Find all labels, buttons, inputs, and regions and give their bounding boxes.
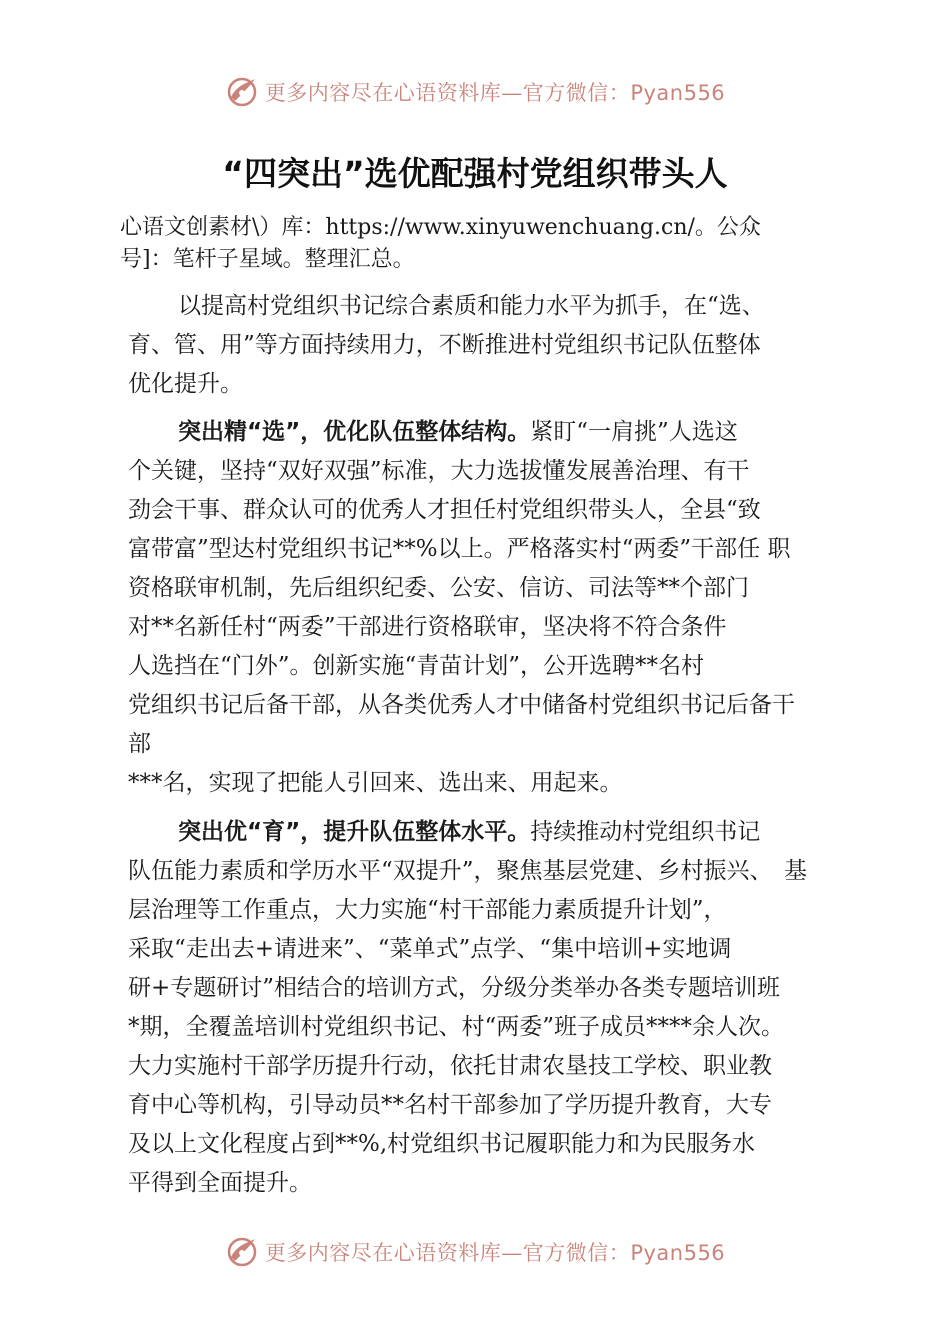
intro-line-3: 优化提升。 [128,371,243,397]
brush-logo-icon [225,75,259,109]
section2-heading: 突出优“育”，提升队伍整体水平。 [178,819,531,845]
section2-line: 及以上文化程度占到**%,村党组织书记履职能力和为民服务水 [128,1131,756,1157]
section2-line: 研+专题研讨”相结合的培训方式，分级分类举办各类专题培训班 [128,975,781,1001]
watermark-banner-top [0,70,950,114]
section1-line: 劲会干事、群众认可的优秀人才担任村党组织带头人，全县“致 [128,497,761,523]
section2-line: 平得到全面提升。 [128,1170,312,1196]
section1-line: 资格联审机制，先后组织纪委、公安、信访、司法等**个部门 [128,575,749,601]
section1-line: 对**名新任村“两委”干部进行资格联审，坚决将不符合条件 [128,614,727,640]
brush-logo-icon [225,1235,259,1269]
section1-first-line [178,416,738,448]
section1-line: 个关键，坚持“双好双强”标准，大力选拔懂发展善治理、有干 [128,458,750,484]
section2-line: 层治理等工作重点，大力实施“村干部能力素质提升计划”， [128,897,727,923]
watermark-text: 更多内容尽在心语资料库—官方微信：Pyan556 [264,81,726,105]
section1-line: 部 [128,731,151,757]
section1-heading: 突出精“选”，优化队伍整体结构。 [178,419,531,445]
intro-line-2: 育、管、用”等方面持续用力，不断推进村党组织书记队伍整体 [128,332,761,358]
section2-line: *期，全覆盖培训村党组织书记、村“两委”班子成员****余人次。 [128,1014,785,1040]
watermark-text: 更多内容尽在心语资料库—官方微信：Pyan556 [264,1241,726,1265]
watermark-banner-bottom [0,1230,950,1274]
intro-line-1: 以提高村党组织书记综合素质和能力水平为抓手，在“选、 [178,293,765,319]
section1-line: 人选挡在“门外”。创新实施“青苗计划”，公开选聘**名村 [128,653,705,679]
source-line-2: 号]：笔杆子星域。整理汇总。 [120,247,415,272]
section2-first-rest: 持续推动村党组织书记 [530,819,761,845]
section2-line: 育中心等机构，引导动员**名村干部参加了学历提升教育，大专 [128,1092,772,1118]
section2-first-line [178,816,760,848]
source-line-1: 心语文创素材\）库：https://www.xinyuwenchuang.cn/。公众 [120,215,761,240]
section1-line: 党组织书记后备干部，从各类优秀人才中储备村党组织书记后备干 [128,692,795,718]
section2-line: 大力实施村干部学历提升行动，依托甘肃农垦技工学校、职业教 [128,1053,772,1079]
section1-first-rest: 紧盯“一肩挑”人选这 [530,419,738,445]
source-note [120,212,835,276]
section1-line: 富带富”型达村党组织书记**%以上。严格落实村“两委”干部任 职 [128,536,791,562]
section2-line: 采取“走出去+请进来”、“菜单式”点学、“集中培训+实地调 [128,936,732,962]
section2-line: 队伍能力素质和学历水平“双提升”，聚焦基层党建、乡村振兴、 基 [128,858,808,884]
section1-line: ***名，实现了把能人引回来、选出来、用起来。 [128,770,623,796]
page-title: “四突出”选优配强村党组织带头人 [222,154,728,193]
